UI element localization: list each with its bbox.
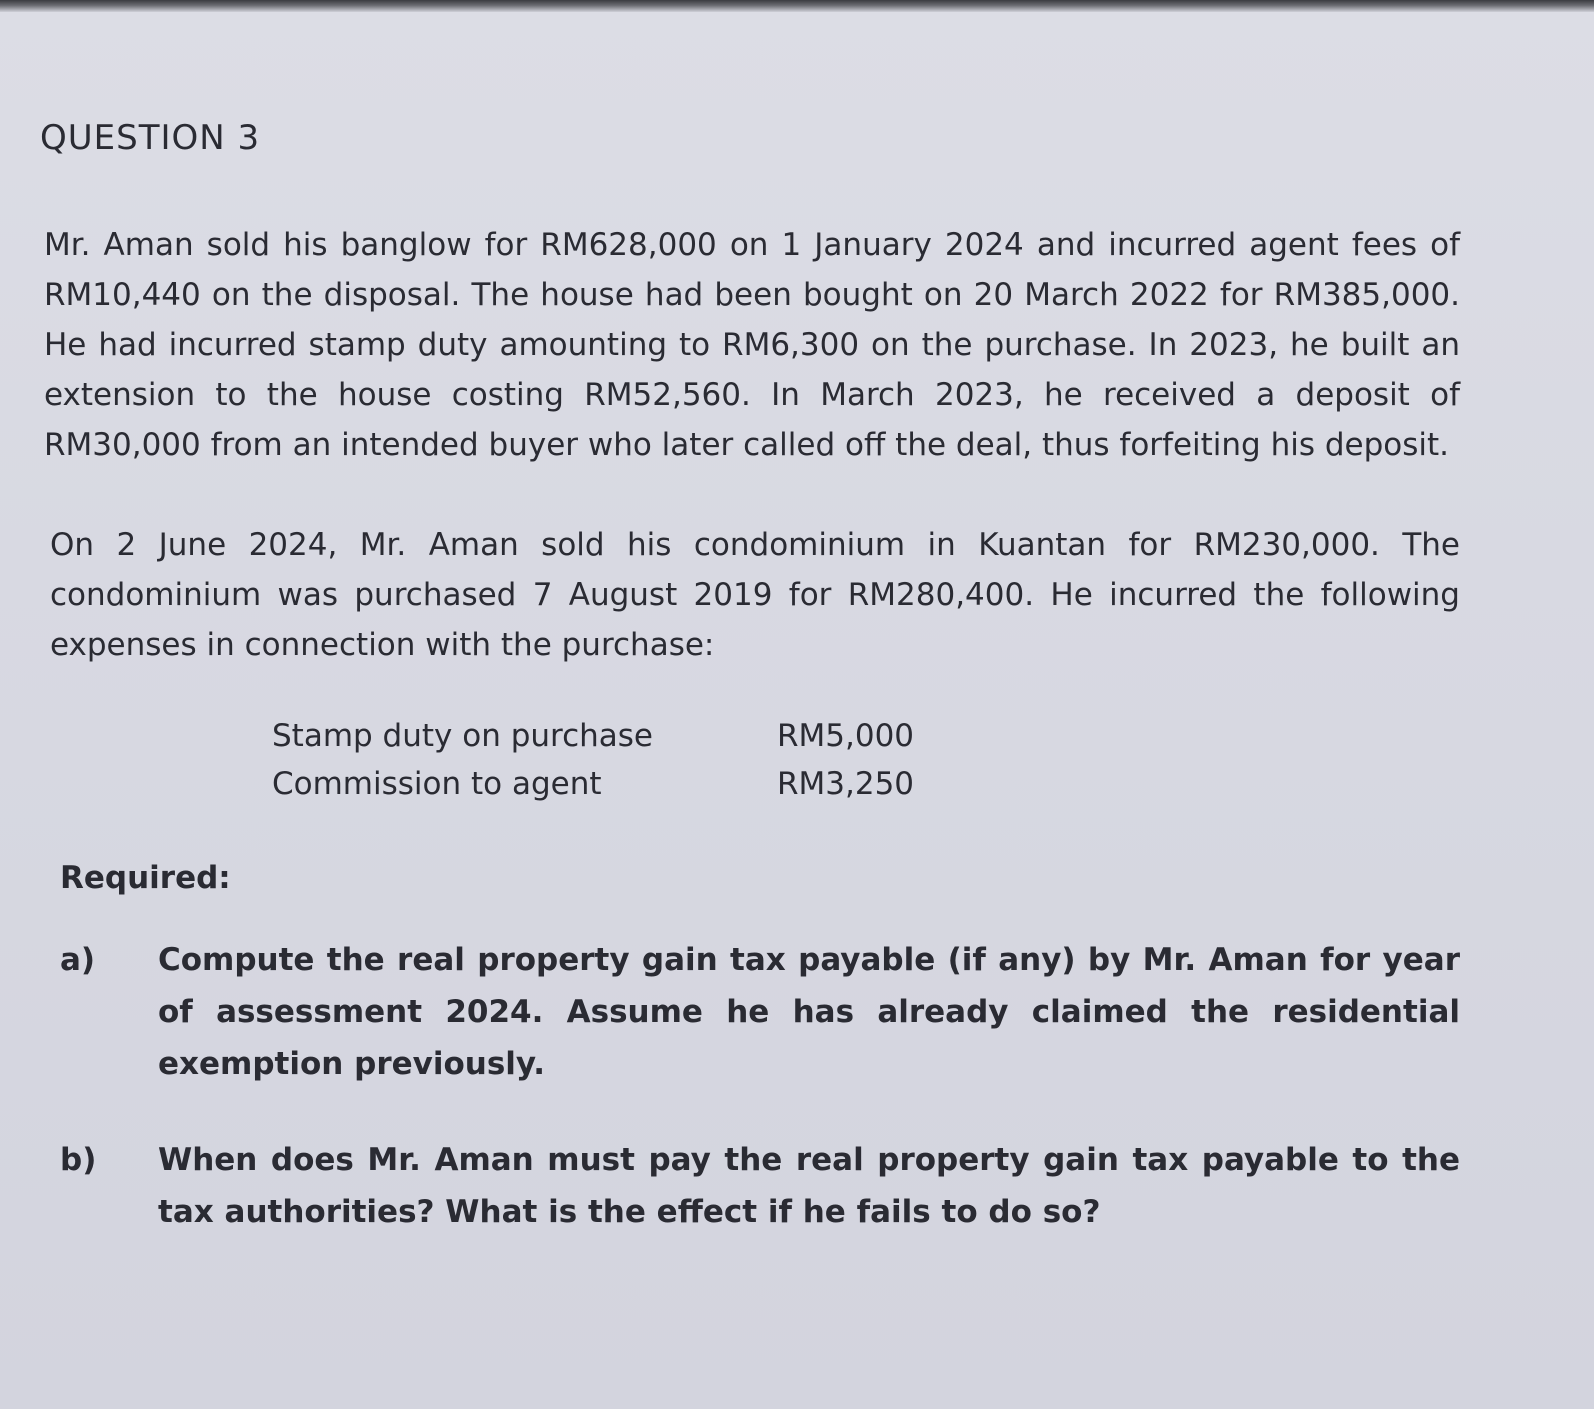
question-letter: a) (60, 942, 96, 978)
expense-row (272, 760, 914, 808)
question-title: QUESTION 3 (40, 118, 261, 158)
required-heading: Required: (60, 860, 231, 896)
expense-amount: RM3,250 (777, 766, 915, 802)
question-letter: b) (60, 1142, 97, 1178)
expense-label: Commission to agent (272, 766, 602, 802)
question-text: When does Mr. Aman must pay the real property gain tax payable to the tax authorities? What is the effect if he fails to do so? (158, 1142, 1460, 1230)
expense-label: Stamp duty on purchase (272, 718, 654, 754)
question-item-b (60, 1134, 1460, 1238)
expense-amount: RM5,000 (777, 718, 915, 754)
expenses-table (272, 712, 914, 808)
expense-row (272, 712, 914, 760)
question-document (40, 118, 1460, 1238)
question-text: Compute the real property gain tax payable (if any) by Mr. Aman for year of assessment 2024. Assume he has already claimed the residential exemption previously. (158, 942, 1460, 1082)
question-item-a (60, 934, 1460, 1090)
paragraph-condominium-sale: On 2 June 2024, Mr. Aman sold his condominium in Kuantan for RM230,000. The condominium was purchased 7 August 2019 for RM280,400. He incurred the following expenses in connection with the purchase: (50, 527, 1460, 663)
paragraph-banglow-sale: Mr. Aman sold his banglow for RM628,000 on 1 January 2024 and incurred agent fees of RM10,440 on the disposal. The house had been bought on 20 March 2022 for RM385,000. He had incurred stamp duty amounting to RM6,300 on the purchase. In 2023, he built an extension to the house costing RM52,560. In March 2023, he received a deposit of RM30,000 from an intended buyer who later called off the deal, thus forfeiting his deposit. (44, 227, 1460, 463)
photo-top-edge (0, 0, 1594, 12)
